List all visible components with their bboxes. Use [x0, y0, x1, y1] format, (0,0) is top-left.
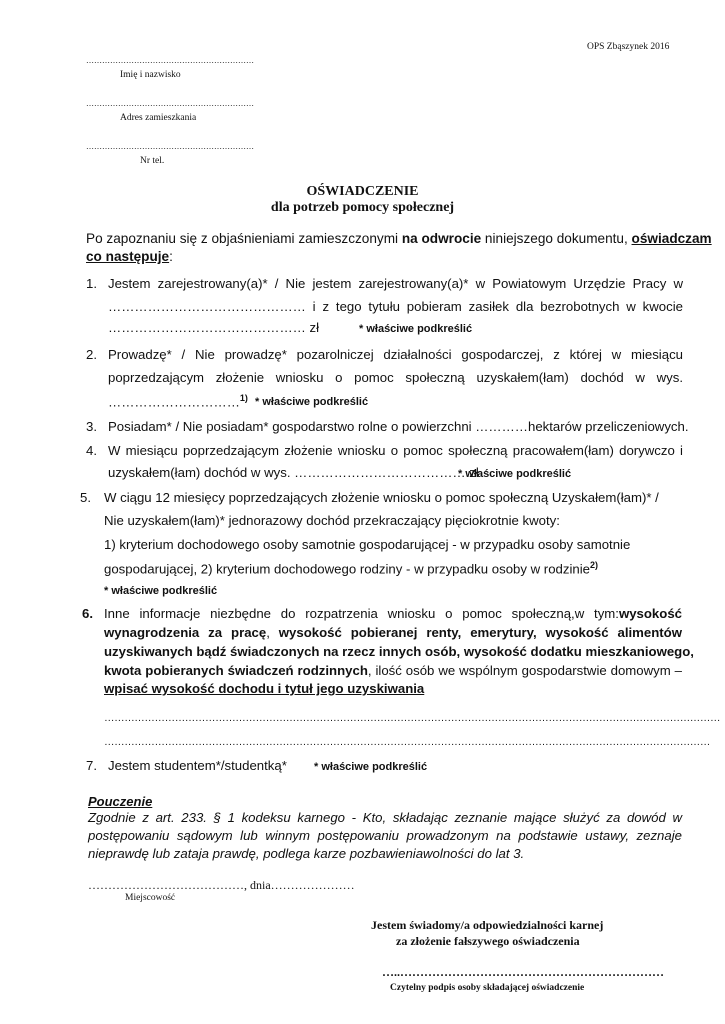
item-7-note: * właściwe podkreślić: [314, 761, 428, 773]
item-2-number: 2.: [86, 347, 97, 362]
item-6-line-3: uzyskiwanych bądź świadczonych na rzecz innych osób, wysokość dodatku mieszkaniowego,: [104, 644, 694, 659]
item-7-number: 7.: [86, 758, 97, 773]
item-6-dots-1: …………………………………………………………………………………………………………………………………………………………………: [104, 712, 721, 724]
item-5-line-4-text: gospodarującej, 2) kryterium dochodowego rodziny - w przypadku osoby w rodzinie: [104, 561, 590, 577]
item-5-line-2: Nie uzyskałem(łam)* jednorazowy dochód przekraczający pięciokrotnie kwoty:: [104, 513, 560, 528]
item-6-line-5: wpisać wysokość dochodu i tytuł jego uzyskiwania: [104, 681, 425, 696]
item-1-line-2: ……………………………………… i z tego tytułu pobieram zasiłek dla bezrobotnych w kwocie: [108, 299, 683, 314]
intro-declare: oświadczam: [631, 231, 712, 246]
intro-following: co następuje: [86, 249, 170, 264]
item-2-footnote: 1): [239, 393, 248, 403]
item-1-line-1: Jestem zarejestrowany(a)* / Nie jestem zarejestrowany(a)* w Powiatowym Urzędzie Pracy w: [108, 276, 683, 291]
item-2-dots: …………………………: [108, 394, 240, 410]
item-6-line-1: [104, 607, 682, 620]
item-3-line-1: Posiadam* / Nie posiadam* gospodarstwo rolne o powierzchni …………hektarów przeliczeniowych.: [108, 419, 689, 434]
item-2-line-1: Prowadzę* / Nie prowadzę* pozarolniczej działalności gospodarczej, z której w miesiącu: [108, 347, 683, 362]
item-6-number: 6.: [82, 606, 93, 621]
item-1-note: * właściwe podkreślić: [359, 323, 473, 335]
item-1-number: 1.: [86, 276, 97, 291]
item-6-line-4: [104, 664, 682, 677]
item-6-dots-2: ………………………………………………………………………………………………………………………………………………………………: [104, 736, 711, 748]
item-4-line-1: W miesiącu poprzedzającym złożenie wniosku o pomoc społeczną pracowałem(łam) dorywczo i: [108, 443, 683, 458]
item-3-number: 3.: [86, 419, 97, 434]
item-5-line-4: [104, 561, 598, 576]
item-6-comma: ,: [266, 625, 279, 640]
item-2-note: * właściwe podkreślić: [255, 396, 369, 408]
item-5-line-1: W ciągu 12 miesięcy poprzedzających złożenie wniosku o pomoc społeczną Uzyskałem(łam)* /: [104, 490, 659, 505]
pouczenie-line-3: nieprawdę lub zataja prawdę, podlega karze pozbawieniawolności do lat 3.: [88, 846, 525, 861]
item-6-text: Inne informacje niezbędne do rozpatrzenia wniosku o pomoc społeczną,w tym:: [104, 606, 619, 621]
intro-bold-back: na odwrocie: [401, 231, 482, 246]
address-dotted-line: ………………………………………………………: [86, 99, 254, 108]
document-reference: OPS Zbąszynek 2016: [587, 42, 670, 52]
item-6-salary: wynagrodzenia za pracę: [104, 625, 267, 640]
pouczenie-line-2: postępowaniu sądowym lub winnym postępowaniu prowadzonym na podstawie ustawy, zeznaje: [88, 828, 682, 843]
place-date-line: …………………………………, dnia…………………: [88, 878, 355, 892]
document-subtitle: dla potrzeb pomocy społecznej: [270, 200, 455, 215]
item-6-pension: wysokość pobieranej renty, emerytury, wysokość alimentów: [278, 625, 682, 640]
phone-label: Nr tel.: [140, 156, 165, 166]
item-4-number: 4.: [86, 443, 97, 458]
address-label: Adres zamieszkania: [120, 113, 197, 123]
item-2-line-2: poprzedzającym złożenie wniosku o pomoc społeczną uzyskałem(łam) dochód w wys.: [108, 370, 683, 385]
signature-awareness-2: za złożenie fałszywego oświadczenia: [396, 934, 580, 948]
pouczenie-heading: Pouczenie: [88, 794, 153, 809]
item-6-bold: wysokość: [618, 606, 682, 621]
intro-colon: :: [169, 249, 173, 264]
item-6-household: , ilość osób we wspólnym gospodarstwie domowym –: [367, 663, 682, 678]
intro-line-1: [86, 232, 712, 246]
item-1-line-3: ……………………………………… zł: [108, 320, 319, 335]
signature-awareness-1: Jestem świadomy/a odpowiedzialności karnej: [371, 918, 604, 932]
item-6-line-2: [104, 626, 682, 639]
item-5-note: * właściwe podkreślić: [104, 585, 218, 597]
name-label: Imię i nazwisko: [120, 70, 181, 80]
item-4-note: * właściwe podkreślić: [458, 468, 572, 480]
document-title: OŚWIADCZENIE: [306, 184, 419, 199]
place-label: Miejscowość: [125, 893, 176, 903]
pouczenie-line-1: Zgodnie z art. 233. § 1 kodeksu karnego - Kto, składając zeznanie mające służyć za dowód w: [88, 810, 682, 825]
item-6-family-benefits: kwota pobieranych świadczeń rodzinnych: [104, 663, 368, 678]
intro-text: Po zapoznaniu się z objaśnieniami zamieszczonymi: [86, 231, 402, 246]
name-dotted-line: ………………………………………………………: [86, 56, 254, 65]
phone-dotted-line: ………………………………………………………: [86, 142, 254, 151]
item-5-footnote: 2): [590, 560, 599, 570]
intro-line-2: [86, 250, 173, 264]
item-5-number: 5.: [80, 490, 91, 505]
signature-label: Czytelny podpis osoby składającej oświadczenie: [390, 983, 585, 993]
intro-text-2: niniejszego dokumentu,: [481, 231, 632, 246]
item-7-line-1: Jestem studentem*/studentką*: [108, 758, 287, 773]
item-5-line-3: 1) kryterium dochodowego osoby samotnie gospodarującej - w przypadku osoby samotnie: [104, 537, 631, 552]
item-4-line-2: uzyskałem(łam) dochód w wys. ………………………………… zł: [108, 465, 479, 480]
signature-dotted-line: …..…………………………………………………………: [382, 965, 664, 979]
item-2-line-3: [108, 394, 248, 409]
